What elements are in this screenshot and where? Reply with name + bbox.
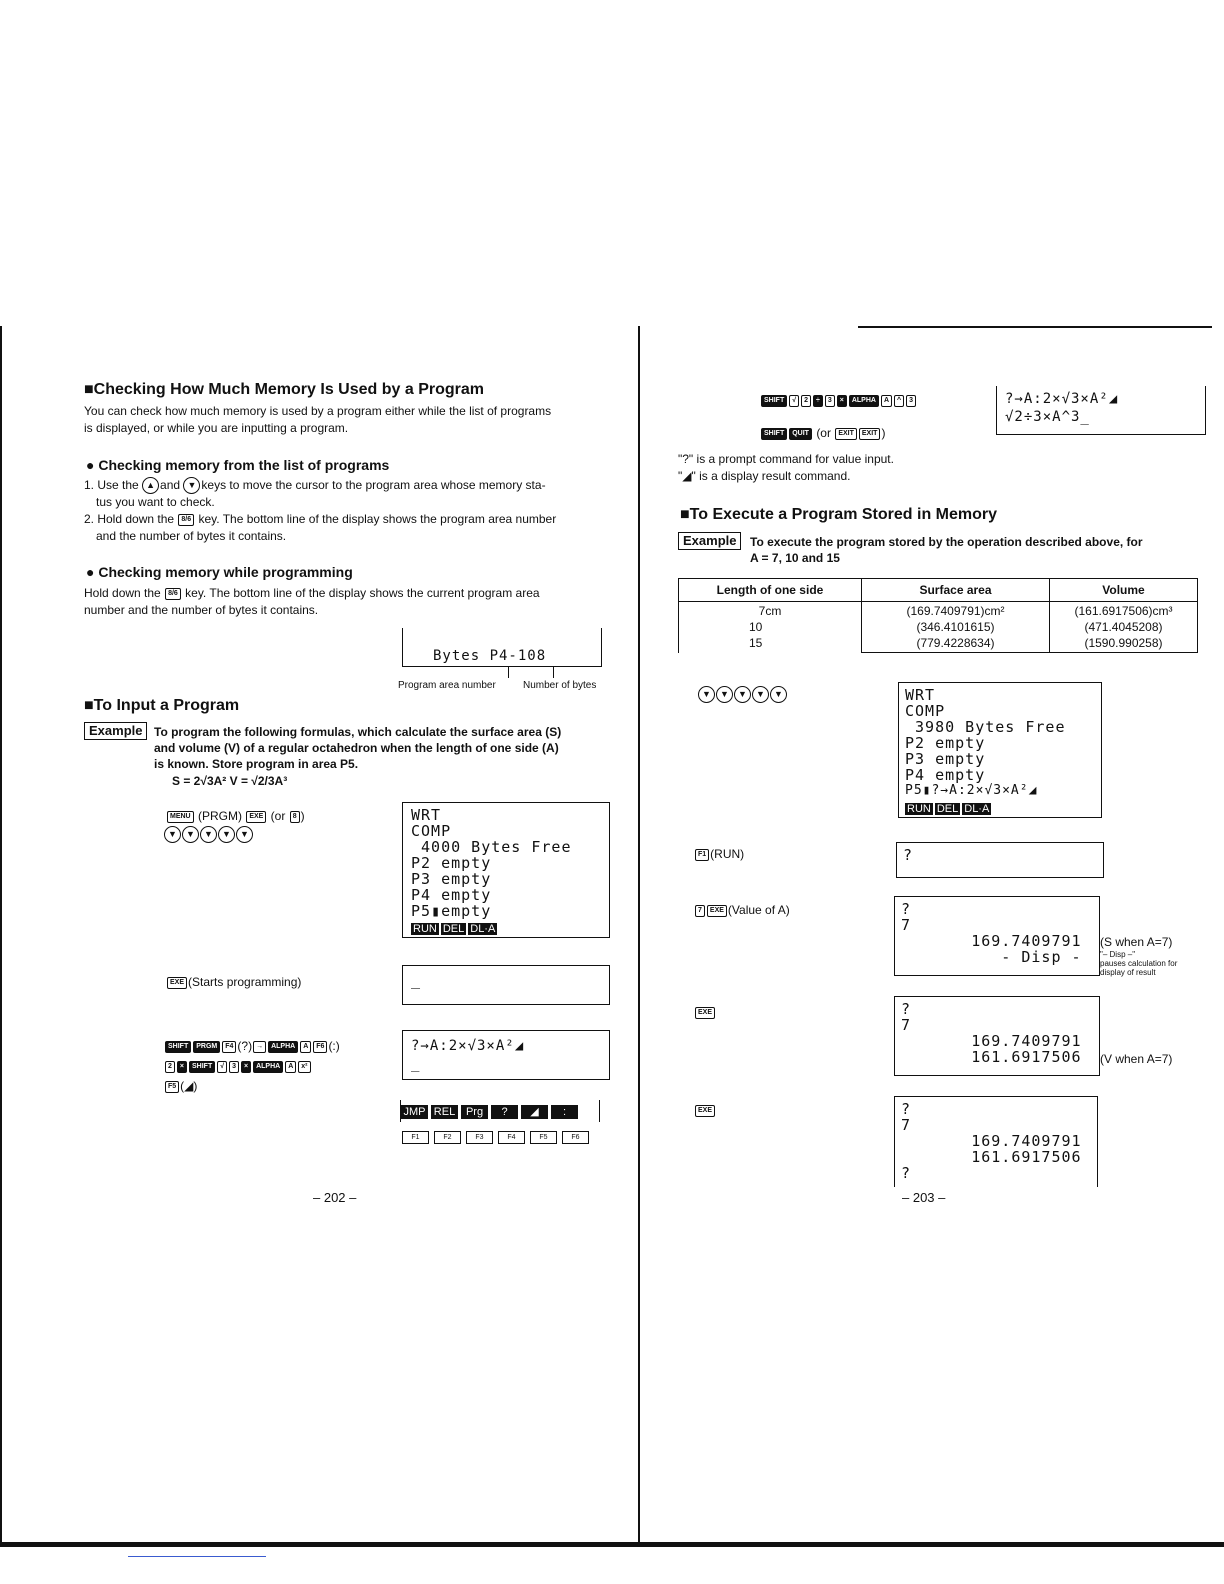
footer-link-underline	[128, 1556, 266, 1557]
menu-run: RUN	[907, 803, 931, 815]
f5-key-icon: F5	[530, 1131, 557, 1144]
divide-key-icon: ÷	[813, 395, 823, 407]
display-value: ? 7 169.7409791 - Disp -	[894, 896, 1100, 976]
display-start-programming: _	[402, 965, 610, 1005]
two-key-icon: 2	[165, 1061, 175, 1073]
section1-intro: You can check how much memory is used by a program either while the list of programs is displayed, or while you are inputting a program.	[84, 404, 552, 435]
step-exe2	[694, 1102, 716, 1120]
down-arrow-key-icon: ▼	[716, 686, 733, 703]
shift-key-icon: SHIFT	[189, 1061, 215, 1073]
example-label: Example	[84, 722, 147, 740]
two-key-icon: 2	[801, 395, 811, 407]
alpha-key-icon: ALPHA	[849, 395, 879, 407]
example-label: Example	[678, 532, 741, 550]
down-arrow-key-icon: ▼	[236, 826, 253, 843]
table-cell: 10	[749, 620, 763, 634]
multiply-key-icon: ×	[241, 1061, 251, 1073]
arrow-key-icon: →	[253, 1041, 266, 1053]
exe-key-icon: EXE	[707, 905, 727, 917]
section-title-execute: ■To Execute a Program Stored in Memory	[680, 506, 998, 523]
note-disp: "– Disp –" pauses calculation for display of result	[1100, 950, 1178, 977]
results-table	[678, 578, 1198, 653]
f3-key-icon: F3	[466, 1131, 493, 1144]
menu-prg: Prg	[461, 1105, 488, 1119]
step-run: F1 (RUN)	[694, 846, 744, 863]
menu-dla: DL·A	[964, 803, 990, 815]
sqrt-key-icon: √	[789, 395, 799, 407]
eight-key-icon: 8	[290, 811, 300, 823]
menu-dla: DL·A	[470, 923, 496, 935]
subsection-title-while-programming: ● Checking memory while programming	[86, 564, 353, 580]
exit-key-icon: EXIT	[859, 428, 881, 440]
exe-key-icon: EXE	[695, 1105, 715, 1117]
a-key-icon: A	[285, 1061, 296, 1073]
table-cell: (346.4101615)	[916, 620, 995, 634]
three-key-icon: 3	[825, 395, 835, 407]
down-arrow-key-icon: ▼	[698, 686, 715, 703]
section-title-checking-memory: ■Checking How Much Memory Is Used by a Program	[84, 381, 484, 398]
up-arrow-key-icon: ▲	[142, 477, 159, 494]
table-cell: (161.6917506)cm³	[1074, 604, 1173, 618]
table-header-row	[679, 579, 1198, 602]
step-exe1	[694, 1004, 716, 1022]
function-key-menu	[400, 1100, 600, 1144]
display-program-list-right: WRT COMP 3980 Bytes Free P2 empty P3 empty P4 empty P5▮?→A:2×√3×A²◢ RUN DEL DL·A	[898, 682, 1102, 818]
f4-key-icon: F4	[498, 1131, 525, 1144]
down-arrow-key-icon: ▼	[183, 477, 200, 494]
menu-run: RUN	[413, 923, 437, 935]
pointer-line-area	[508, 666, 509, 678]
menu-disp: ◢	[521, 1105, 548, 1119]
f5-key-icon: F5	[165, 1081, 179, 1093]
pointer-line-bytes	[553, 666, 554, 678]
square-key-icon: x²	[298, 1061, 310, 1073]
step2-keys: EXE (Starts programming)	[166, 974, 301, 991]
exe-key-icon: EXE	[246, 811, 266, 823]
top-keys-row1	[760, 392, 917, 410]
f6-key-icon: F6	[313, 1041, 327, 1053]
display-program-list: WRT COMP 4000 Bytes Free P2 empty P3 empty P4 empty P5▮empty RUN DEL DL·A	[402, 802, 610, 938]
bottom-rule	[0, 1542, 1224, 1547]
down-arrow-key-icon: ▼	[770, 686, 787, 703]
fraction-key-icon: 8/6	[165, 588, 181, 600]
seven-key-icon: 7	[695, 905, 705, 917]
menu-rel: REL	[431, 1105, 458, 1119]
alpha-key-icon: ALPHA	[253, 1061, 283, 1073]
table-row	[679, 602, 1198, 653]
exe-key-icon: EXE	[695, 1007, 715, 1019]
top-right-rule	[858, 326, 1212, 328]
table-cell: (779.4228634)	[916, 636, 995, 650]
bytes-display: Bytes P4-108	[402, 628, 602, 667]
subsection-title-from-list: ● Checking memory from the list of programs	[86, 457, 390, 473]
down-arrow-key-icon: ▼	[218, 826, 235, 843]
section-title-input-program: ■To Input a Program	[84, 697, 240, 714]
top-keys-row2: SHIFT QUIT (or EXIT EXIT )	[760, 425, 885, 442]
table-cell: (169.7409791)cm²	[906, 604, 1005, 618]
down-arrow-key-icon: ▼	[200, 826, 217, 843]
down-arrow-keys-row	[698, 686, 788, 704]
three-key-icon: 3	[229, 1061, 239, 1073]
prgm-key-icon: PRGM	[193, 1041, 220, 1053]
center-divider-line	[638, 326, 640, 1544]
down-arrow-key-icon: ▼	[752, 686, 769, 703]
a-key-icon: A	[881, 395, 892, 407]
fraction-key-icon: 8/6	[178, 514, 194, 526]
subsection2-text: Hold down the 8/6 key. The bottom line of the display shows the current program area number and the number of bytes it contains.	[84, 586, 540, 617]
a-key-icon: A	[300, 1041, 311, 1053]
exit-key-icon: EXIT	[835, 428, 857, 440]
f1-key-icon: F1	[695, 849, 709, 861]
display-exe1: ? 7 169.7409791 161.6917506	[894, 996, 1100, 1076]
menu-jmp: JMP	[401, 1105, 428, 1119]
down-arrow-key-icon: ▼	[734, 686, 751, 703]
shift-key-icon: SHIFT	[761, 428, 787, 440]
table-cell: (471.4045208)	[1084, 620, 1163, 634]
display-formula-input: ?→A:2×√3×A²◢ _	[402, 1030, 610, 1080]
shift-key-icon: SHIFT	[761, 395, 787, 407]
down-arrow-key-icon: ▼	[182, 826, 199, 843]
quit-key-icon: QUIT	[789, 428, 812, 440]
menu-prompt: ?	[491, 1105, 518, 1119]
alpha-key-icon: ALPHA	[268, 1041, 298, 1053]
notes: "?" is a prompt command for value input. "◢" is a display result command.	[678, 452, 894, 483]
power-key-icon: ^	[894, 395, 904, 407]
note-v-when-a7: (V when A=7)	[1100, 1052, 1173, 1066]
f6-key-icon: F6	[562, 1131, 589, 1144]
menu-colon: :	[551, 1105, 578, 1119]
table-cell: (1590.990258)	[1084, 636, 1163, 650]
formula: S = 2√3A² V = √2/3A³	[172, 774, 288, 788]
step3-keys: SHIFT PRGM F4 (?) → ALPHA A F6 (:) 2 × SHIFT √ 3 × ALPHA A x² F5 (◢)	[164, 1036, 340, 1096]
display-top-formula: ?→A:2×√3×A²◢ √2÷3×A^3_	[996, 386, 1206, 435]
menu-del: DEL	[936, 803, 959, 815]
three-key-icon: 3	[906, 395, 916, 407]
table-header: Volume	[1050, 579, 1198, 602]
table-header: Surface area	[862, 579, 1050, 602]
f4-key-icon: F4	[222, 1041, 236, 1053]
shift-key-icon: SHIFT	[165, 1041, 191, 1053]
display-exe2: ? 7 169.7409791 161.6917506 ?	[894, 1096, 1098, 1187]
f2-key-icon: F2	[434, 1131, 461, 1144]
left-edge-rule	[0, 326, 2, 1544]
display-run: ?	[896, 842, 1104, 878]
down-arrow-keys-row	[164, 826, 254, 844]
f1-key-icon: F1	[402, 1131, 429, 1144]
step-value: 7 EXE (Value of A)	[694, 902, 790, 919]
multiply-key-icon: ×	[177, 1061, 187, 1073]
subsection1-steps: 1. Use the ▲ and ▼ keys to move the cursor to the program area whose memory sta- tus you want to check. 2. Hold down the 8/6 key. The bottom line of the display shows the program area number and the number of bytes it contains.	[84, 478, 557, 544]
step1-keys: MENU (PRGM) EXE (or 8 )	[166, 808, 305, 825]
table-cell: 15	[749, 636, 763, 650]
sqrt-key-icon: √	[217, 1061, 227, 1073]
table-header: Length of one side	[679, 579, 862, 602]
page-number-202: – 202 –	[313, 1190, 357, 1205]
page-number-203: – 203 –	[902, 1190, 946, 1205]
note-s-when-a7: (S when A=7)	[1100, 935, 1173, 949]
exe-key-icon: EXE	[167, 977, 187, 989]
label-program-area-number: Program area number	[398, 680, 496, 691]
menu-key-icon: MENU	[167, 811, 194, 823]
menu-del: DEL	[442, 923, 465, 935]
down-arrow-key-icon: ▼	[164, 826, 181, 843]
table-cell: 7cm	[758, 604, 782, 618]
multiply-key-icon: ×	[837, 395, 847, 407]
label-number-of-bytes: Number of bytes	[523, 680, 597, 691]
